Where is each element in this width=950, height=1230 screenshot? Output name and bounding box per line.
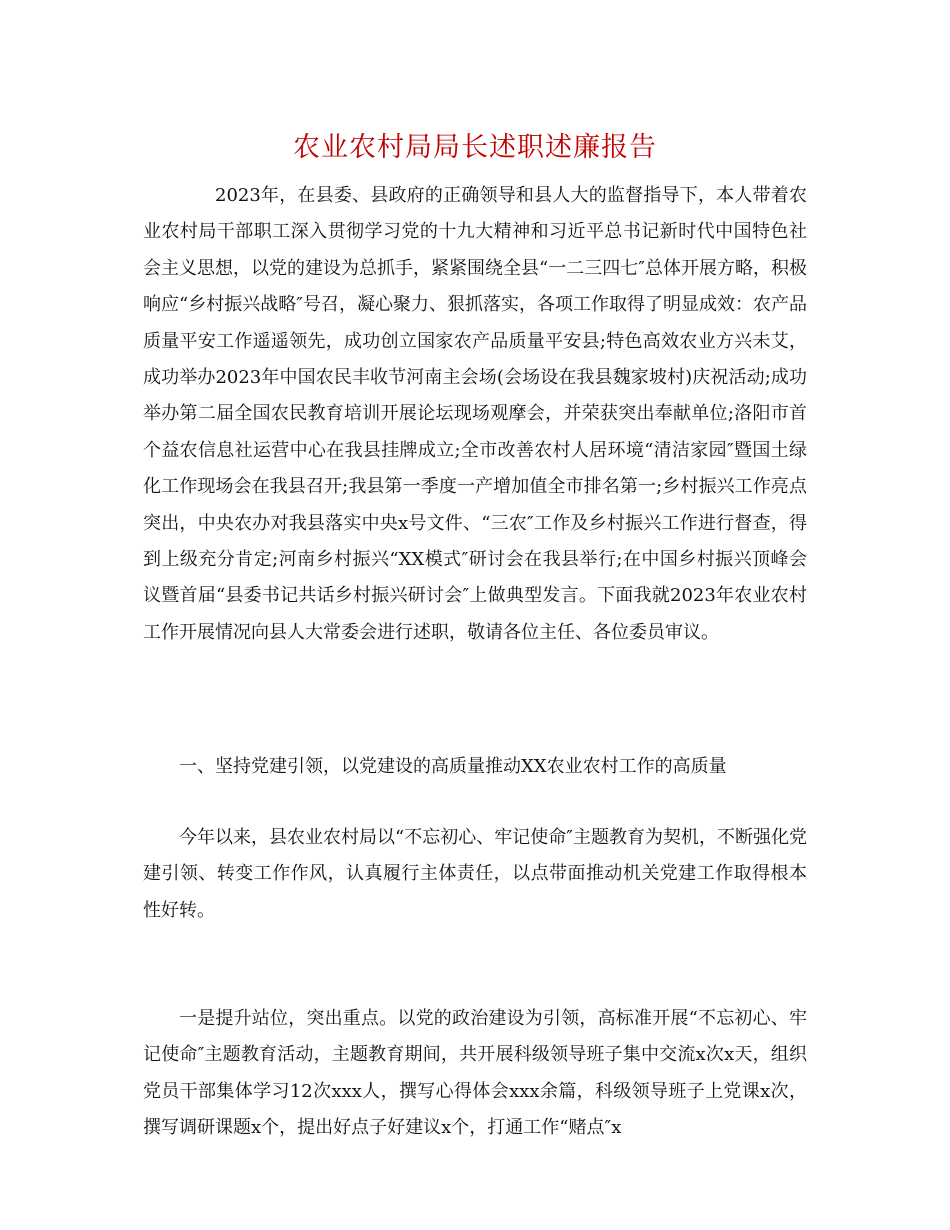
- intro-paragraph: 2023年，在县委、县政府的正确领导和县人大的监督指导下，本人带着农业农村局干部职工深入贯彻学习党的十九大精神和习近平总书记新时代中国特色社会主义思想，以党的建设为总抓手，紧紧围绕全县“一二三四七″总体开展方略，积极响应“乡村振兴战略″号召，凝心聚力、狠抓落实，各项工作取得了明显成效：农产品质量平安工作遥遥领先，成功创立国家农产品质量平安县;特色高效农业方兴未艾，成功举办2023年中国农民丰收节河南主会场(会场设在我县魏家坡村)庆祝活动;成功举办第二届全国农民教育培训开展论坛现场观摩会，并荣获突出奉献单位;洛阳市首个益农信息社运营中心在我县挂牌成立;全市改善农村人居环境“清洁家园″暨国土绿化工作现场会在我县召开;我县第一季度一产增加值全市排名第一;乡村振兴工作亮点突出，中央农办对我县落实中央x号文件、“三农″工作及乡村振兴工作进行督查，得到上级充分肯定;河南乡村振兴“XX模式″研讨会在我县举行;在中国乡村振兴顶峰会议暨首届“县委书记共话乡村振兴研讨会″上做典型发言。下面我就2023年农业农村工作开展情况向县人大常委会进行述职，敬请各位主任、各位委员审议。: [143, 185, 807, 643]
- body-paragraph: 今年以来，县农业农村局以“不忘初心、牢记使命″主题教育为契机，不断强化党建引领、转变工作作风，认真履行主体责任，以点带面推动机关党建工作取得根本性好转。: [143, 827, 807, 921]
- document-title: 农业农村局局长述职述廉报告: [293, 132, 657, 163]
- body-paragraph: 一是提升站位，突出重点。以党的政治建设为引领，高标准开展“不忘初心、牢记使命″主题教育活动，主题教育期间，共开展科级领导班子集中交流x次x天，组织党员干部集体学习12次xxx人，撰写心得体会xxx余篇，科级领导班子上党课x次，撰写调研课题x个，提出好点子好建议x个，打通工作“赌点″x: [143, 1008, 807, 1139]
- section-heading: 一、坚持党建引领，以党建设的高质量推动XX农业农村工作的高质量: [179, 756, 727, 777]
